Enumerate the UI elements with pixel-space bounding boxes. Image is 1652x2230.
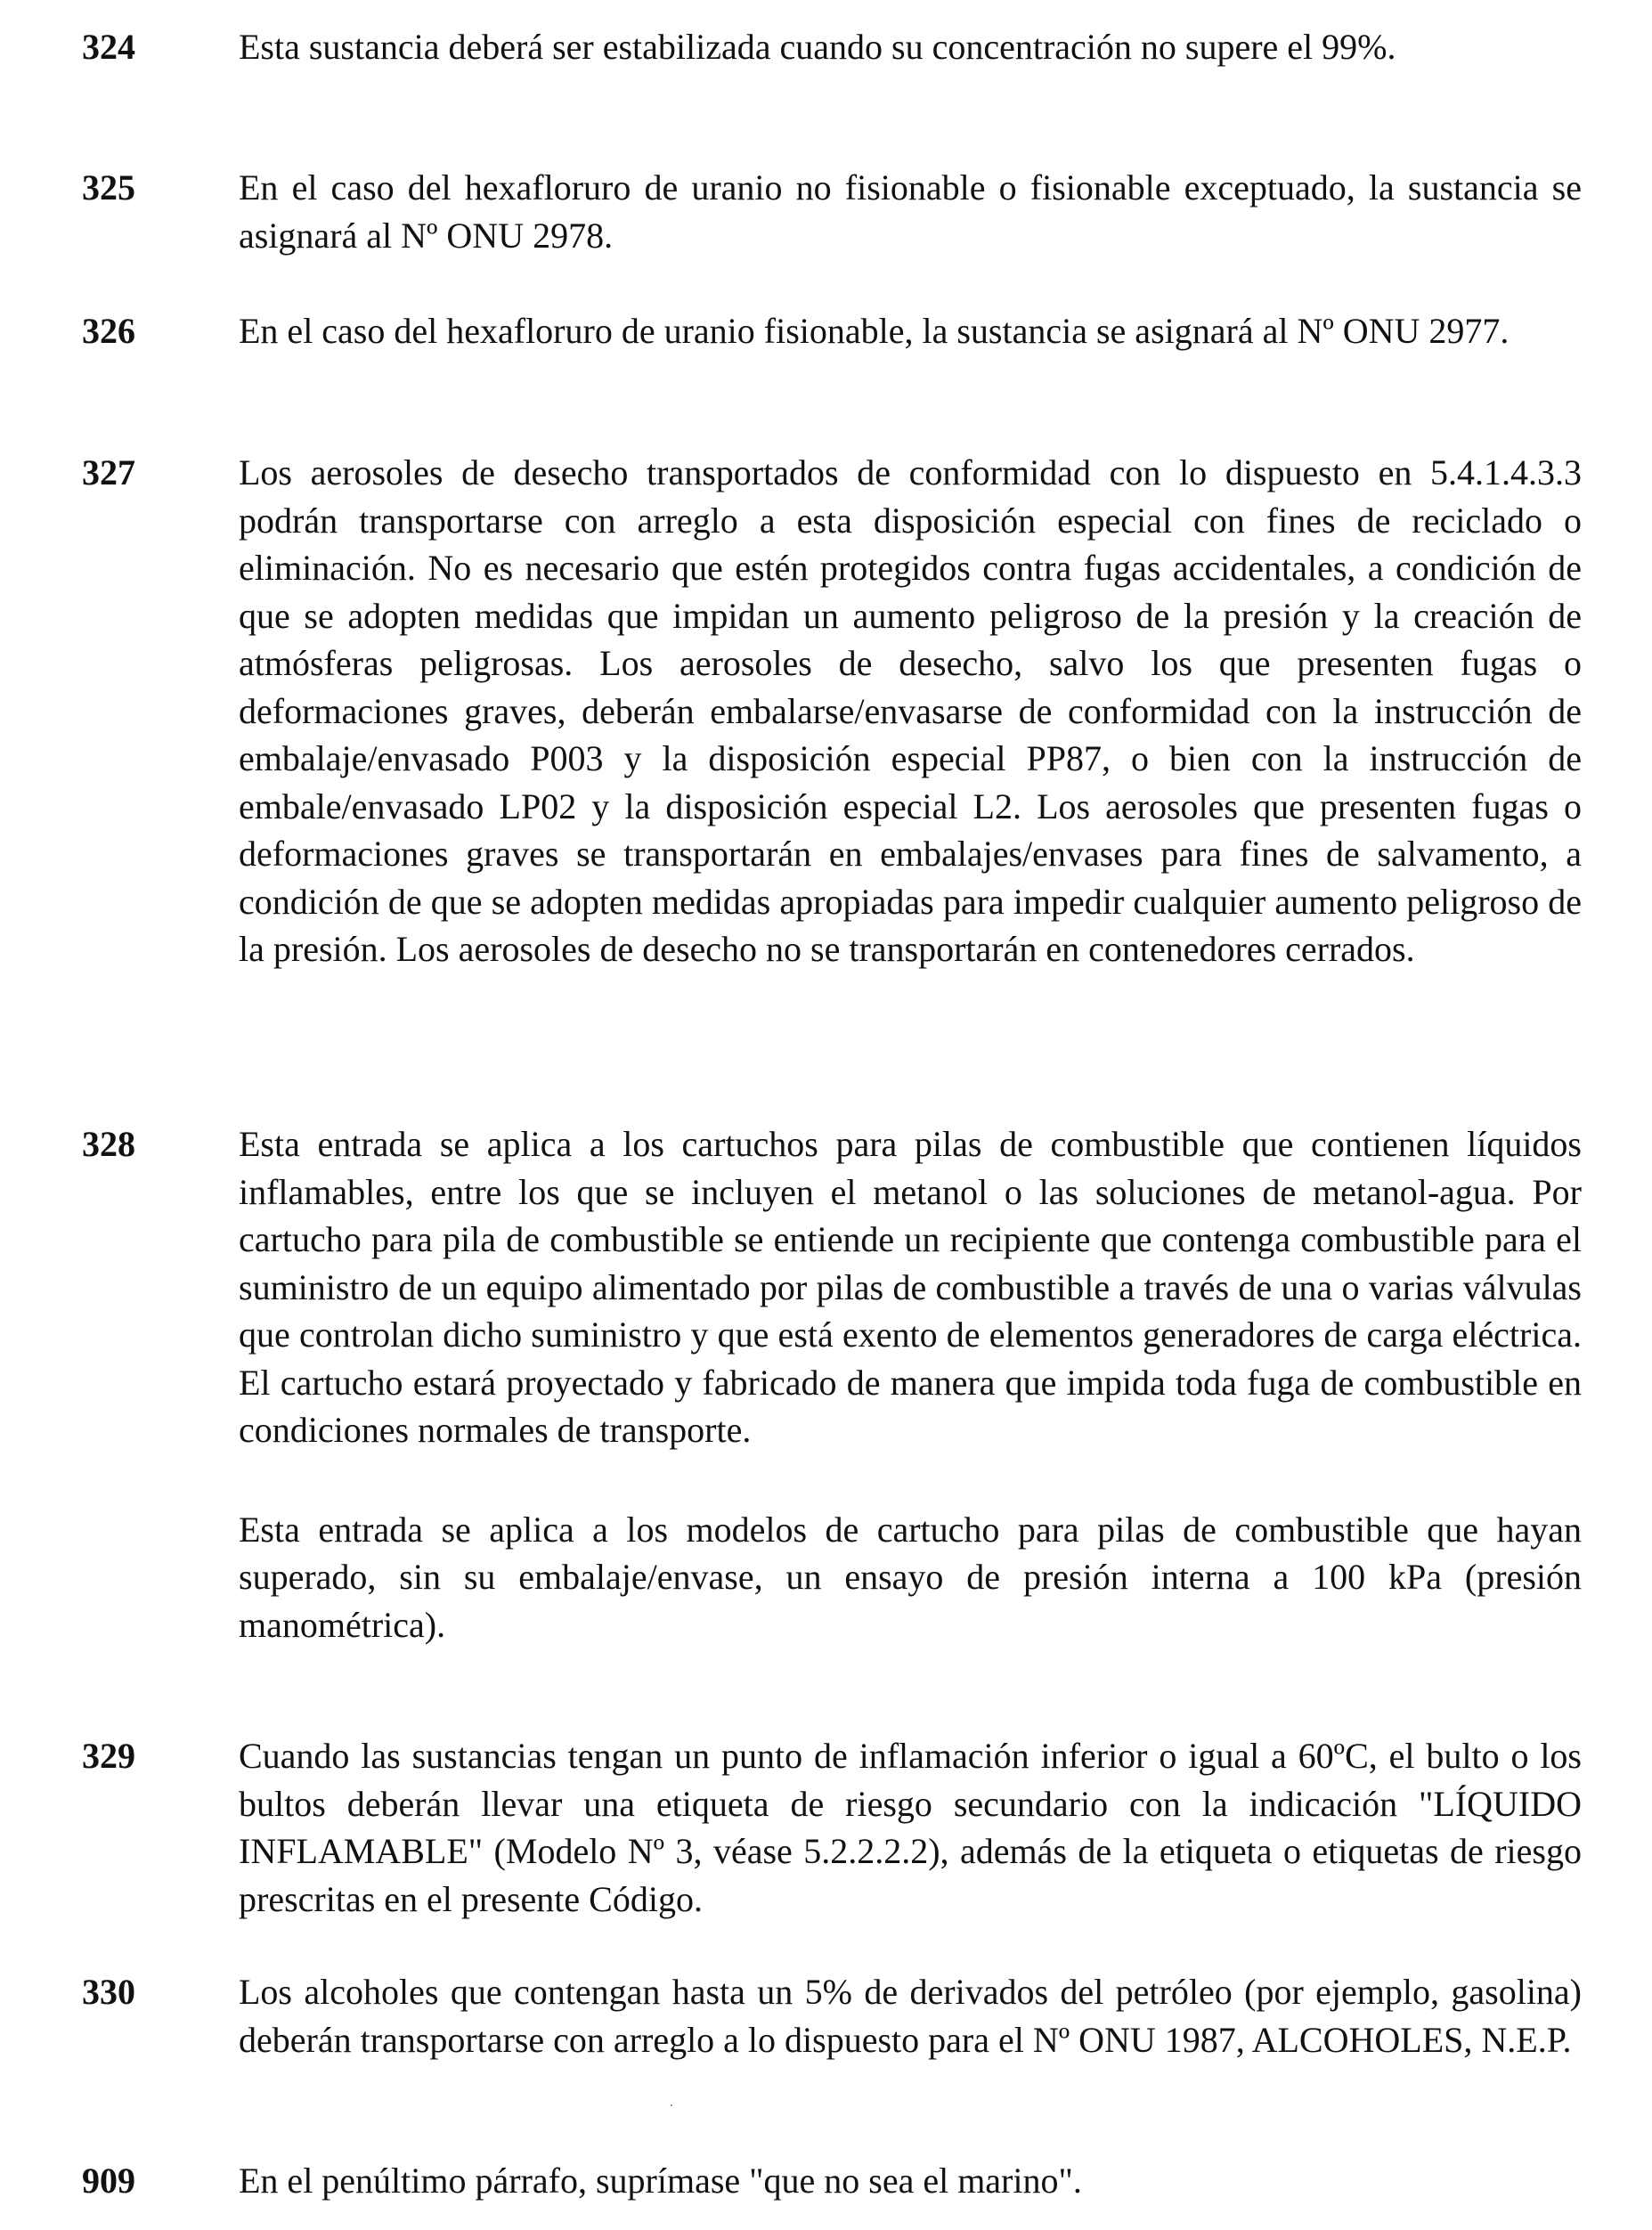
provision-text: [239, 164, 1582, 259]
provision-number: 329: [82, 1736, 135, 1776]
provision-number: 909: [82, 2161, 135, 2201]
provision-paragraph: Esta entrada se aplica a los modelos de cartucho para pilas de combustible que hayan superado, sin su embalaje/envase, un ensayo de presión interna a 100 kPa (presión manométrica).: [239, 1509, 1582, 1645]
provision-text: [239, 1968, 1582, 2063]
provision-paragraph: En el penúltimo párrafo, suprímase "que no sea el marino".: [239, 2161, 1082, 2201]
provision-paragraph: Esta sustancia deberá ser estabilizada cuando su concentración no supere el 99%.: [239, 27, 1396, 67]
provision-paragraph: Los alcoholes que contengan hasta un 5% de derivados del petróleo (por ejemplo, gasolina) deberán transportarse con arreglo a lo dispuesto para el Nº ONU 1987, ALCOHOLES, N.E.P.: [239, 1972, 1582, 2060]
provision-paragraph: Cuando las sustancias tengan un punto de inflamación inferior o igual a 60ºC, el bulto o los bultos deberán llevar una etiqueta de riesgo secundario con la indicación "LÍQUIDO INFLAMABLE" (Modelo Nº 3, véase 5.2.2.2.2), además de la etiqueta o etiquetas de riesgo prescritas en el presente Código.: [239, 1736, 1582, 1919]
provision-paragraph: En el caso del hexafloruro de uranio no fisionable o fisionable exceptuado, la sustancia se asignará al Nº ONU 2978.: [239, 167, 1582, 256]
provision-text: [239, 307, 1582, 355]
provision-text: [239, 449, 1582, 973]
provision-paragraph: Los aerosoles de desecho transportados de conformidad con lo dispuesto en 5.4.1.4.3.3 podrán transportarse con arreglo a esta disposición especial con fines de reciclado o eliminación. No es necesario que estén protegidos contra fugas accidentales, a condición de que se adopten medidas que impidan un aumento peligroso de la presión y la creación de atmósferas peligrosas. Los aerosoles de desecho, salvo los que presenten fugas o deformaciones graves, deberán embalarse/envasarse de conformidad con la instrucción de embalaje/envasado P003 y la disposición especial PP87, o bien con la instrucción de embale/envasado LP02 y la disposición especial L2. Los aerosoles que presenten fugas o deformaciones graves se transportarán en embalajes/envases para fines de salvamento, a condición de que se adopten medidas apropiadas para impedir cualquier aumento peligroso de la presión. Los aerosoles de desecho no se transportarán en contenedores cerrados.: [239, 452, 1582, 969]
provision-paragraph: En el caso del hexafloruro de uranio fisionable, la sustancia se asignará al Nº ONU 2977.: [239, 311, 1510, 351]
provision-text: [239, 23, 1582, 71]
provision-number: 326: [82, 311, 135, 351]
provision-number: 328: [82, 1124, 135, 1164]
provision-number: 324: [82, 27, 135, 67]
provision-number: 325: [82, 167, 135, 208]
provision-number: 327: [82, 452, 135, 492]
provision-number: 330: [82, 1972, 135, 2012]
provision-text: [239, 1120, 1582, 1648]
scan-speck: [671, 2104, 672, 2106]
provision-text: [239, 1732, 1582, 1923]
provision-text: [239, 2157, 1582, 2205]
provision-paragraph: Esta entrada se aplica a los cartuchos para pilas de combustible que contienen líquidos inflamables, entre los que se incluyen el metanol o las soluciones de metanol-agua. Por cartucho para pila de combustible se entiende un recipiente que contenga combustible para el suministro de un equipo alimentado por pilas de combustible a través de una o varias válvulas que controlan dicho suministro y que está exento de elementos generadores de carga eléctrica. El cartucho estará proyectado y fabricado de manera que impida toda fuga de combustible en condiciones normales de transporte.: [239, 1124, 1582, 1450]
